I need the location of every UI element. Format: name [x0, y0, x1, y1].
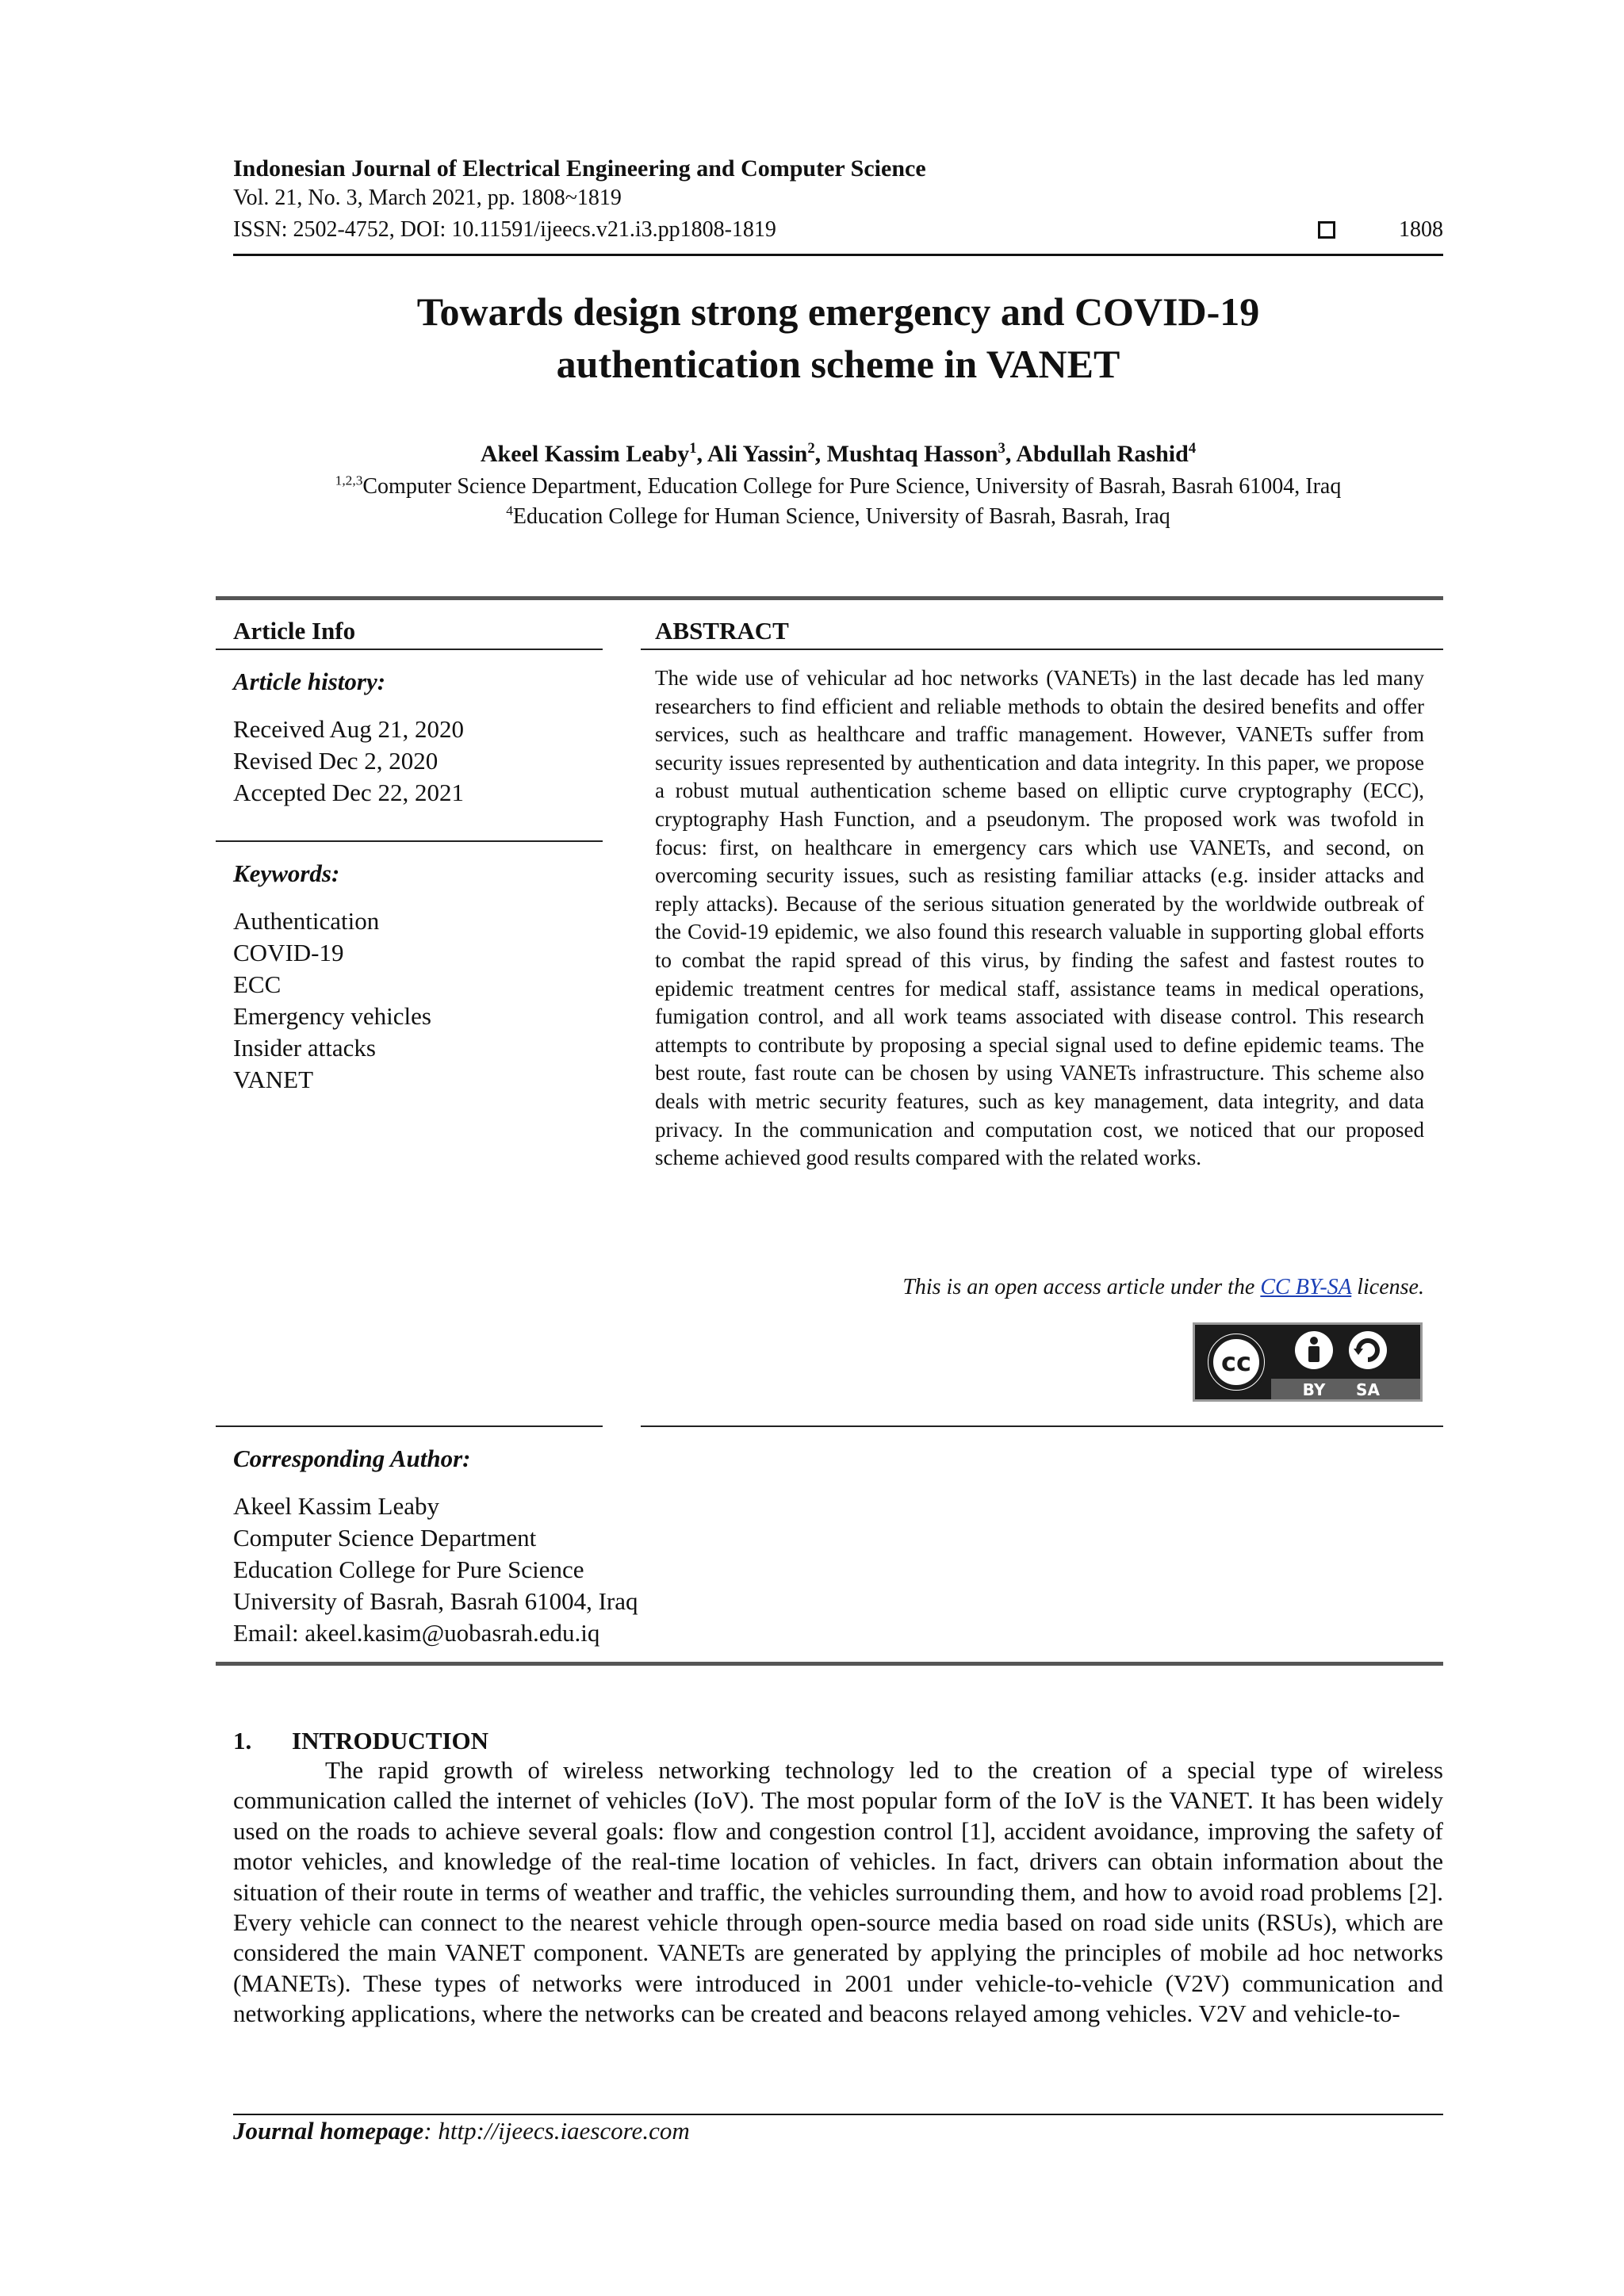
author-sep: ,: [1005, 441, 1017, 467]
keyword: VANET: [233, 1066, 314, 1093]
volume-line: Vol. 21, No. 3, March 2021, pp. 1808~1819: [233, 186, 622, 210]
affiliation-text: Education College for Human Science, University of Basrah, Basrah, Iraq: [512, 504, 1170, 529]
license-line: [902, 1275, 1424, 1300]
corresponding-university: University of Basrah, Basrah 61004, Iraq: [233, 1587, 638, 1615]
affiliation-text: Computer Science Department, Education College for Pure Science, University of Basrah, Basrah 61004, Iraq: [362, 474, 1342, 499]
abstract-bottom-rule: [641, 1425, 1443, 1427]
abstract-heading: ABSTRACT: [655, 617, 789, 645]
history-list: [233, 714, 464, 809]
author-sup: 4: [1188, 440, 1197, 457]
infobox-bottom-rule: [216, 1662, 1443, 1666]
author-name: Abdullah Rashid: [1016, 441, 1189, 467]
keywords-heading: Keywords:: [233, 859, 340, 887]
keyword: COVID-19: [233, 939, 344, 966]
intro-number: 1.: [233, 1727, 252, 1755]
corresponding-dept: Computer Science Department: [233, 1524, 537, 1552]
author-name: Akeel Kassim Leaby: [480, 441, 690, 467]
intro-paragraph: The rapid growth of wireless networking technology led to the creation of a special type of wireless communication called the internet of vehicles (IoV). The most popular form of the IoV is the VANET. It has been widely used on the roads to achieve several goals: flow and congestion control [1], accident avoidance, improving the safety of motor vehicles, and knowledge of the real-time location of vehicles. In fact, drivers can obtain information about the situation of their route in terms of weather and traffic, the vehicles surrounding them, and how to avoid road problems [2]. Every vehicle can connect to the nearest vehicle through open-source media based on road side units (RSUs), which are considered the main VANET component. VANETs are generated by applying the principles of mobile ad hoc networks (MANETs). These types of networks were introduced in 2001 under vehicle-to-vehicle (V2V) communication and networking applications, where the networks can be created and beacons relayed among vehicles. V2V and vehicle-to-: [233, 1756, 1443, 2028]
history-revised: Revised Dec 2, 2020: [233, 747, 439, 775]
author-list: [233, 441, 1443, 468]
homepage-label: Journal homepage: [233, 2117, 424, 2145]
keyword: Emergency vehicles: [233, 1002, 431, 1030]
page-number: 1808: [1399, 217, 1443, 242]
corresponding-college: Education College for Pure Science: [233, 1556, 584, 1583]
corresponding-email[interactable]: Email: akeel.kasim@uobasrah.edu.iq: [233, 1619, 600, 1647]
author-name: Ali Yassin: [707, 441, 808, 467]
author-sup: 1: [689, 440, 697, 457]
keyword: Insider attacks: [233, 1034, 376, 1062]
history-rule: [216, 840, 603, 842]
article-info-heading: Article Info: [233, 617, 356, 645]
homepage-url[interactable]: : http://ijeecs.iaescore.com: [423, 2117, 690, 2145]
intro-heading: [233, 1727, 488, 1755]
cc-by-sa-badge[interactable]: [1193, 1322, 1423, 1402]
keyword: ECC: [233, 970, 282, 998]
corresponding-name: Akeel Kassim Leaby: [233, 1492, 439, 1520]
paper-title: [233, 285, 1443, 390]
infobox-top-rule: [216, 596, 1443, 600]
corresponding-details: [233, 1490, 638, 1649]
affiliation-sup: 4: [506, 503, 513, 519]
affiliation-1: [233, 474, 1443, 499]
journal-name: Indonesian Journal of Electrical Engineering and Computer Science: [233, 155, 926, 182]
license-suffix: license.: [1351, 1275, 1424, 1299]
license-link[interactable]: CC BY-SA: [1260, 1275, 1352, 1299]
issn-line: ISSN: 2502-4752, DOI: 10.11591/ijeecs.v21.i3.pp1808-1819: [233, 217, 776, 242]
history-accepted: Accepted Dec 22, 2021: [233, 779, 464, 806]
author-sep: ,: [696, 441, 707, 467]
keywords-rule: [216, 1425, 603, 1427]
title-line-2: authentication scheme in VANET: [556, 342, 1120, 386]
cc-badge-graphic: [1195, 1325, 1420, 1399]
header-rule: [233, 254, 1443, 256]
license-prefix: This is an open access article under the: [902, 1275, 1261, 1299]
journal-homepage: [233, 2117, 690, 2145]
cc-text: cc: [1221, 1347, 1251, 1377]
keywords-list: [233, 905, 431, 1096]
affiliation-2: [233, 504, 1443, 530]
affiliation-sup: 1,2,3: [335, 473, 363, 488]
square-bullet-icon: [1318, 221, 1335, 239]
title-line-1: Towards design strong emergency and COVID-19: [416, 289, 1260, 334]
history-received: Received Aug 21, 2020: [233, 715, 465, 743]
by-text: BY: [1302, 1380, 1326, 1399]
corresponding-heading: Corresponding Author:: [233, 1445, 471, 1472]
sa-text: SA: [1356, 1380, 1380, 1399]
keyword: Authentication: [233, 907, 380, 935]
abstract-text: The wide use of vehicular ad hoc networks (VANETs) in the last decade has led many researchers to find efficient and reliable methods to obtain the desired benefits and offer services, such as healthcare and traffic management. However, VANETs suffer from security issues represented by authentication and data integrity. In this paper, we propose a robust mutual authentication scheme based on elliptic curve cryptography (ECC), cryptography Hash Function, and a pseudonym. The proposed work was twofold in focus: first, on healthcare in emergency cars which use VANETs, and second, on overcoming security issues, such as resisting familiar attacks (e.g. insider attacks and reply attacks). Because of the serious situation generated by the worldwide outbreak of the Covid-19 epidemic, we also found this research valuable in supporting global efforts to combat the rapid spread of this virus, by finding the safest and fastest routes to epidemic treatment centres for medical staff, assistance teams in medical operations, fumigation control, and all work teams associated with disease control. This research attempts to contribute by proposing a special signal used to define epidemic teams. The best route, fast route can be chosen by using VANETs infrastructure. This scheme also deals with metric security features, such as key management, data integrity, and data privacy. In the communication and computation cost, we noticed that our proposed scheme achieved good results compared with the related works.: [655, 666, 1424, 1170]
intro-title: INTRODUCTION: [292, 1727, 489, 1755]
article-history-heading: Article history:: [233, 668, 386, 695]
article-info-rule: [216, 649, 603, 650]
author-sup: 2: [807, 440, 815, 457]
author-sup: 3: [998, 440, 1005, 457]
author-sep: ,: [814, 441, 827, 467]
footer-rule: [233, 2114, 1443, 2115]
author-name: Mushtaq Hasson: [826, 441, 998, 467]
abstract-rule: [641, 649, 1443, 650]
